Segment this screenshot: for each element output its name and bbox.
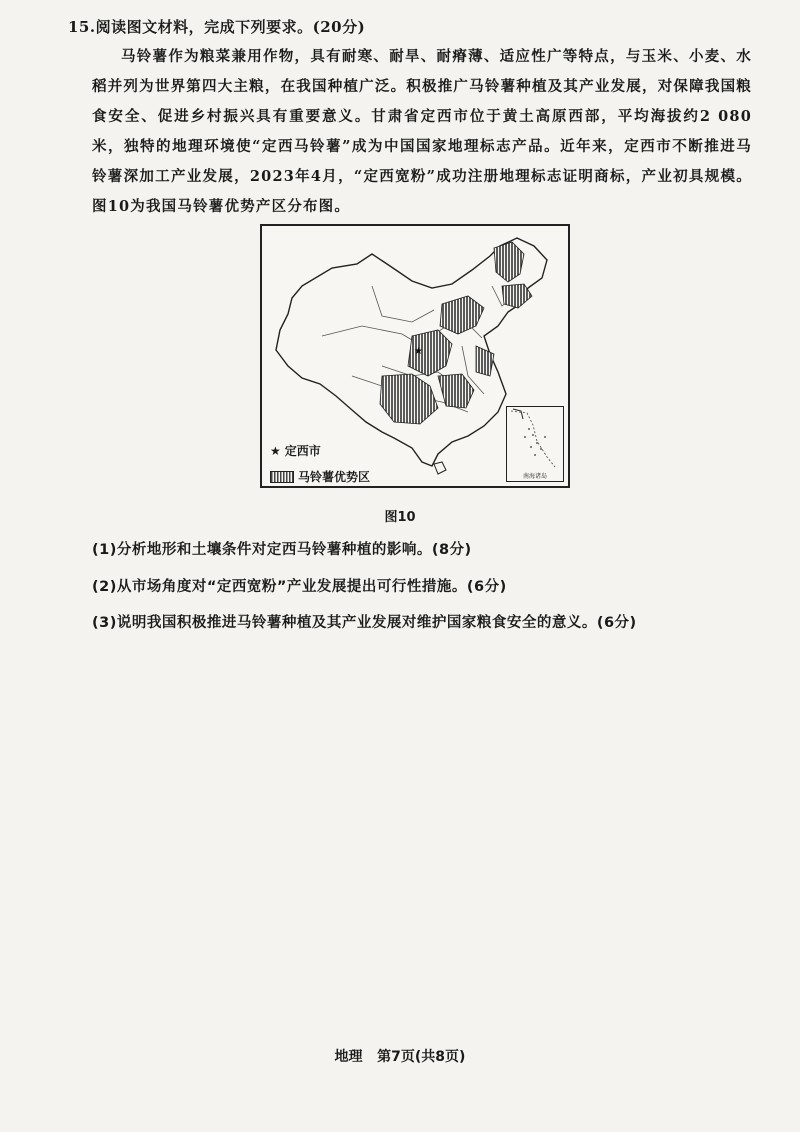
question-passage: [92, 42, 752, 222]
star-icon: ★: [270, 444, 281, 458]
hatch-swatch-icon: [270, 471, 294, 483]
hainan-island: [434, 462, 446, 474]
subquestion-3: (3)说明我国积极推进马铃薯种植及其产业发展对维护国家粮食安全的意义。(6分): [92, 615, 637, 631]
question-title: 15.阅读图文材料，完成下列要求。(20分): [68, 18, 366, 36]
passage-text: 马铃薯作为粮菜兼用作物，具有耐寒、耐旱、耐瘠薄、适应性广等特点，与玉米、小麦、水稻并列为世界第四大主粮，在我国种植广泛。积极推广马铃薯种植及其产业发展，对保障我国粮食安全、促进乡村振兴具有重要意义。甘肃省定西市位于黄土高原西部，平均海拔约2 080米，独特的地理环境使“定西马铃薯”成为中国国家地理标志产品。近年来，定西市不断推进马铃薯深加工产业发展，2023年4月，“定西宽粉”成功注册地理标志证明商标，产业初具规模。图10为我国马铃薯优势产区分布图。: [92, 48, 752, 215]
south-china-sea-inset: [506, 406, 564, 482]
figure-caption: 图10: [384, 510, 416, 525]
page-footer: 地理 第7页(共8页): [334, 1049, 466, 1065]
subquestion-1: (1)分析地形和土壤条件对定西马铃薯种植的影响。(8分): [92, 542, 472, 558]
dingxi-marker: ★: [414, 346, 423, 357]
inset-graphic: [507, 407, 561, 471]
legend-city-label: 定西市: [284, 444, 321, 458]
map-legend: [270, 438, 370, 490]
legend-zone-row: [270, 464, 370, 490]
legend-zone-label: 马铃薯优势区: [298, 470, 371, 484]
subquestion-2: (2)从市场角度对“定西宽粉”产业发展提出可行性措施。(6分): [92, 579, 507, 595]
legend-city-row: [270, 438, 370, 464]
inset-label: 南海诸岛: [522, 473, 547, 480]
china-potato-map: [260, 224, 570, 488]
